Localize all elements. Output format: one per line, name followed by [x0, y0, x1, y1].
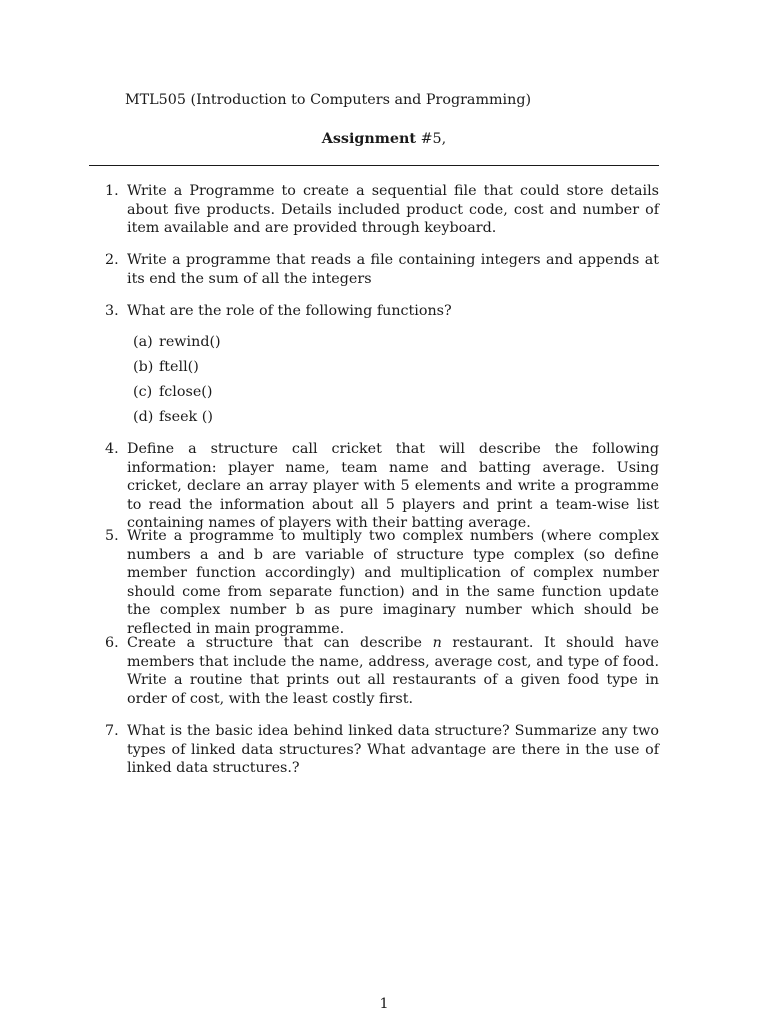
question-text-italic: n	[432, 635, 442, 651]
subitem-text: ftell()	[159, 359, 199, 375]
question-3	[105, 302, 659, 321]
subitem-text: rewind()	[159, 334, 221, 350]
question-number: 1.	[105, 183, 119, 199]
subitem-label: (a)	[133, 334, 153, 350]
question-6	[105, 634, 659, 708]
course-title: MTL505 (Introduction to Computers and Programming)	[125, 92, 532, 108]
question-text	[127, 635, 659, 707]
subitem-text: fseek ()	[159, 409, 213, 425]
question-number: 6.	[105, 635, 119, 651]
question-4	[105, 440, 659, 533]
question-text: Write a programme to multiply two complex numbers (where complex numbers a and b are variable of structure type complex (so define member function accordingly) and multiplication of complex number should come from separate function) and in the same function update the complex number b as pure imaginary number which should be reflected in main programme.	[127, 528, 659, 637]
subitem-label: (c)	[133, 384, 153, 400]
question-text: Write a Programme to create a sequential file that could store details about five products. Details included product code, cost and number of item available and are provided through keyboard.	[127, 183, 659, 237]
assignment-number: #5,	[420, 131, 447, 147]
assignment-label: Assignment	[321, 131, 417, 147]
page-number: 1	[379, 996, 389, 1012]
question-1	[105, 182, 659, 238]
subitem-c	[133, 384, 212, 400]
question-7	[105, 722, 659, 778]
subitem-d	[133, 409, 213, 425]
question-text: What are the role of the following functions?	[127, 303, 452, 319]
question-number: 2.	[105, 252, 119, 268]
question-text: Define a structure call cricket that will describe the following information: player name, team name and batting average. Using cricket, declare an array player with 5 elements and write a programme to read the information about all 5 players and print a team-wise list containing names of players with their batting average.	[127, 441, 659, 532]
question-number: 3.	[105, 303, 119, 319]
question-number: 4.	[105, 441, 119, 457]
subitem-text: fclose()	[159, 384, 213, 400]
question-2	[105, 251, 659, 288]
question-5	[105, 527, 659, 639]
question-text: What is the basic idea behind linked data structure? Summarize any two types of linked data structures? What advantage are there in the use of linked data structures.?	[127, 723, 659, 777]
question-text-before: Create a structure that can describe	[127, 635, 433, 651]
horizontal-rule	[89, 165, 659, 166]
question-number: 5.	[105, 528, 119, 544]
subitem-a	[133, 334, 221, 350]
subitem-label: (d)	[133, 409, 154, 425]
assignment-title	[0, 131, 768, 147]
question-number: 7.	[105, 723, 119, 739]
subitem-label: (b)	[133, 359, 154, 375]
question-text-after: restaurant. It should have members that include the name, address, average cost, and type of food. Write a routine that prints out all restaurants of a given food type in order of cost, with the least costly first.	[127, 635, 659, 707]
subitem-b	[133, 359, 199, 375]
question-text: Write a programme that reads a file containing integers and appends at its end the sum of all the integers	[127, 252, 659, 287]
